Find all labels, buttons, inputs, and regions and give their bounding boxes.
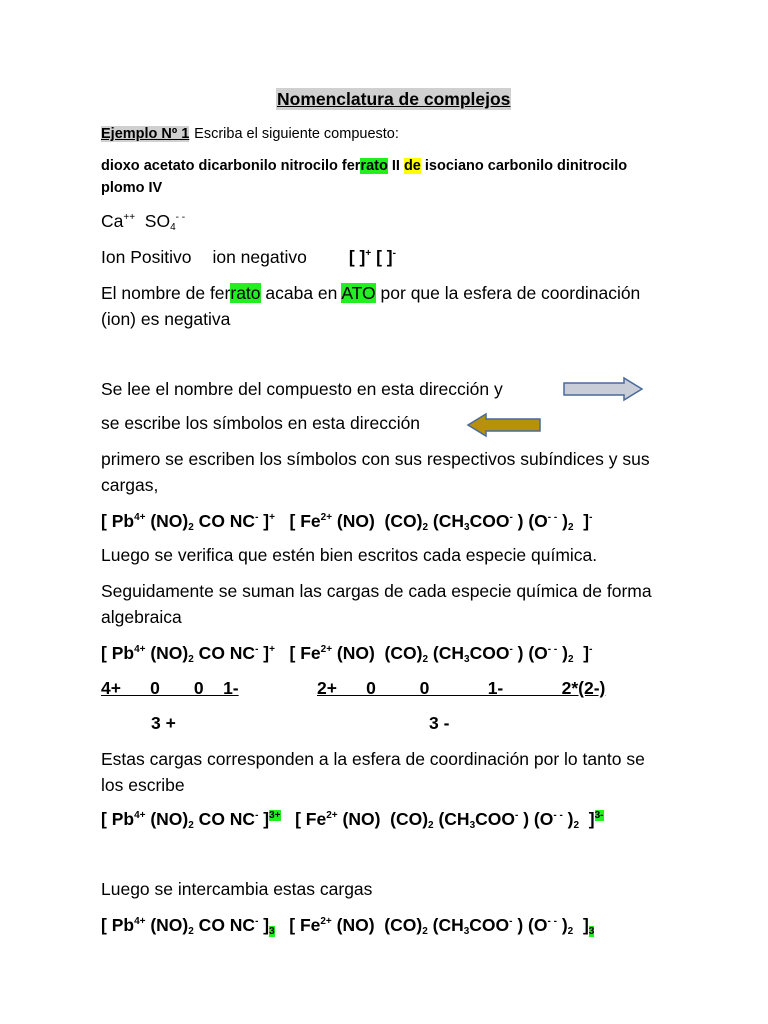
ion-brackets: [ ]+ [ ]-	[348, 247, 396, 267]
salt-formula: Ca++ $SO_4^{- -}$	[101, 211, 186, 233]
correspond-line1: Estas cargas corresponden a la esfera de coordinación por lo tanto se	[101, 749, 645, 769]
highlight-de: de	[403, 158, 421, 174]
formula-2: [ $Pb^{4+}$ $(NO)_2$ CO NC- ]+ [ $Fe^{2+}$ (NO) $(CO)_2$ ($CH_3COO^-$ ) (O- - )$_2$ ]-	[101, 643, 593, 665]
document-title: Nomenclatura de complejos	[277, 89, 511, 109]
charges-row-left: 4+ 0 0 1-	[101, 678, 239, 698]
arrow-left-icon	[466, 412, 542, 438]
ion-negative-label: ion negativo	[212, 247, 307, 267]
highlight-rato: rato	[360, 158, 388, 174]
example-label: Ejemplo Nº 1	[101, 126, 190, 142]
exchange-text: Luego se intercambia estas cargas	[101, 879, 373, 899]
direction-write-text: se escribe los símbolos en esta dirección	[101, 413, 421, 433]
arrow-right-icon	[562, 376, 644, 402]
sum-line1: Seguidamente se suman las cargas de cada especie química de forma	[101, 581, 652, 601]
first-step-line1: primero se escriben los símbolos con sus respectivos subíndices y sus	[101, 449, 650, 469]
highlight-rato-2: rato	[230, 283, 261, 303]
total-negative: 3 -	[429, 713, 450, 733]
ion-labels	[101, 246, 396, 268]
verify-text: Luego se verifica que estén bien escritos cada especie química.	[101, 545, 598, 565]
compound-name-line1: dioxo acetato dicarbonilo nitrocilo ferrato II de isociano carbonilo dinitrocilo	[101, 158, 628, 174]
example-instruction: Escriba el siguiente compuesto:	[194, 126, 399, 142]
total-positive: 3 +	[151, 713, 176, 733]
correspond-line2: los escribe	[101, 775, 185, 795]
highlight-ato: ATO	[341, 283, 376, 303]
ion-positive-label: Ion Positivo	[101, 247, 192, 267]
explanation-line1: El nombre de ferrato acaba en ATO por que la esfera de coordinación	[101, 283, 641, 303]
first-step-line2: cargas,	[101, 475, 159, 495]
direction-read-text: Se lee el nombre del compuesto en esta dirección y	[101, 379, 503, 399]
sum-line2: algebraica	[101, 607, 182, 627]
formula-1: [ $Pb^{4+}$ $(NO)_2$ CO NC- ]+ [ $Fe^{2+}$ (NO) $(CO)_2$ ($CH_3COO^-$ ) (O- - )$_2$ ]-	[101, 511, 593, 533]
example-heading	[101, 121, 399, 145]
formula-3: [ $Pb^{4+}$ $(NO)_2$ CO NC- ]$^{3+}$ [ $Fe^{2+}$ (NO) $(CO)_2$ ($CH_3COO^-$ ) (O- - )$_2$ ]$^{3-}$	[101, 809, 604, 831]
compound-name-line2: plomo IV	[101, 180, 163, 196]
charges-row-right: 2+ 0 0 1- 2*(2-)	[317, 678, 606, 698]
formula-4: [ $Pb^{4+}$ $(NO)_2$ CO NC- ]$_3$ [ $Fe^{2+}$ (NO) $(CO)_2$ ($CH_3COO^-$ ) (O- - )$_2$ ]$_3$	[101, 915, 595, 937]
explanation-line2: (ion) es negativa	[101, 309, 231, 329]
